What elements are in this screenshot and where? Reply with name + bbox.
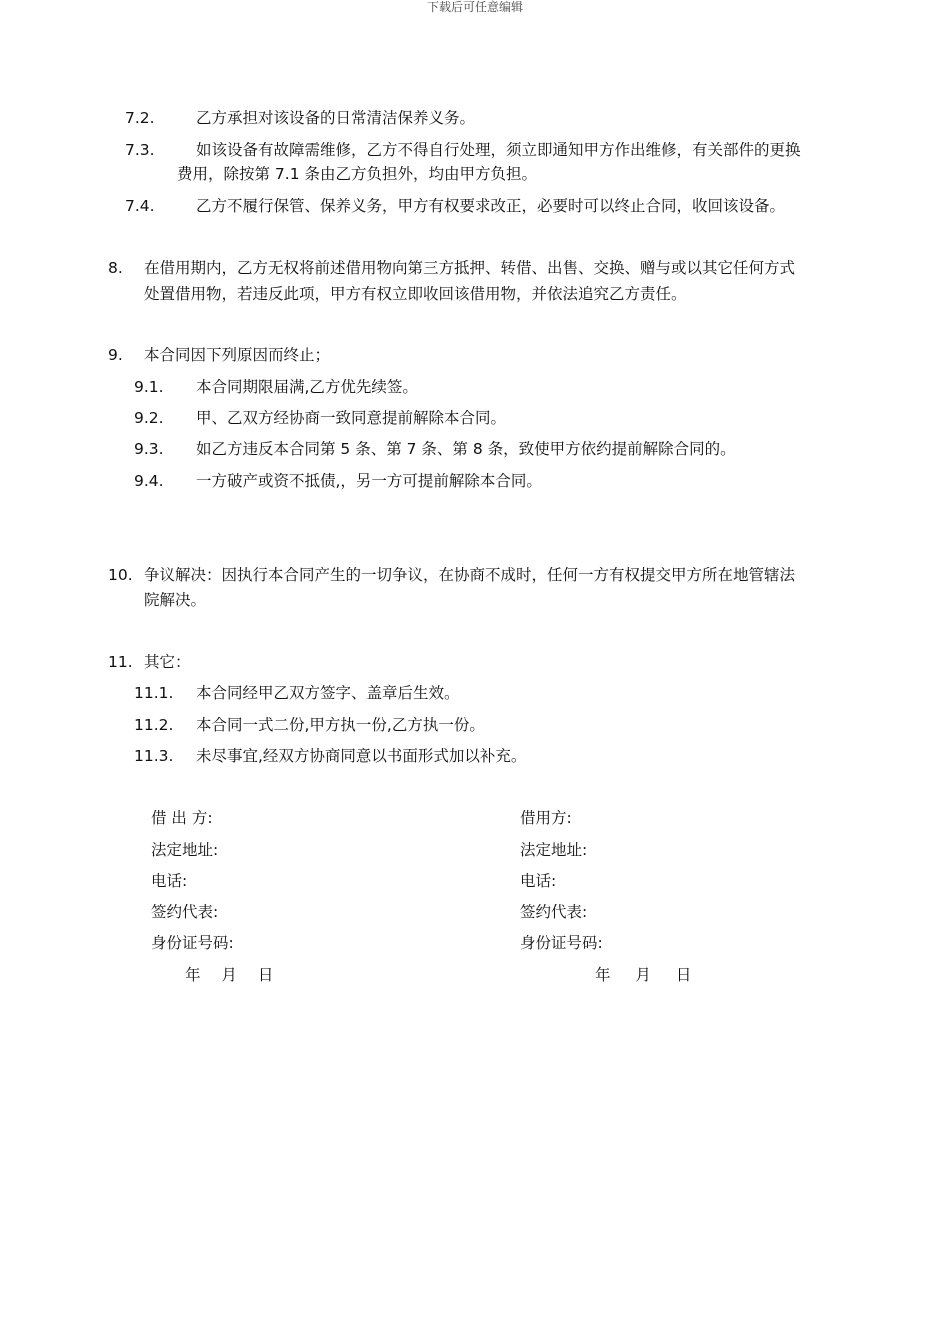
clause-8-line2: 处置借用物，若违反此项，甲方有权立即收回该借用物，并依法追究乙方责任。 [144, 285, 687, 303]
clause-9-4-number: 9.4. [134, 472, 164, 490]
borrower-id-label: 身份证号码: [520, 934, 603, 952]
lender-representative-label: 签约代表: [151, 903, 219, 921]
clause-7-2-number: 7.2. [125, 109, 155, 127]
clause-10-line1: 争议解决：因执行本合同产生的一切争议，在协商不成时，任何一方有权提交甲方所在地管辖法 [144, 566, 796, 584]
clause-11-number: 11. [108, 653, 133, 671]
clause-8-number: 8. [108, 259, 123, 277]
clause-7-4-text: 乙方不履行保管、保养义务，甲方有权要求改正，必要时可以终止合同，收回该设备。 [196, 197, 786, 215]
clause-11-2-text: 本合同一式二份,甲方执一份,乙方执一份。 [196, 716, 485, 734]
clause-9-2-number: 9.2. [134, 409, 164, 427]
page-header: 下载后可任意编辑 [426, 0, 523, 14]
clause-11-1-text: 本合同经甲乙双方签字、盖章后生效。 [196, 684, 460, 702]
lender-address-label: 法定地址: [151, 841, 219, 859]
borrower-address-label: 法定地址: [520, 841, 588, 859]
clause-11-3-number: 11.3. [134, 747, 174, 765]
clause-10-number: 10. [108, 566, 133, 584]
clause-9-1-number: 9.1. [134, 378, 164, 396]
clause-9-3-text: 如乙方违反本合同第 5 条、第 7 条、第 8 条，致使甲方依约提前解除合同的。 [196, 440, 736, 458]
clause-11-3-text: 未尽事宜,经双方协商同意以书面形式加以补充。 [196, 747, 527, 765]
clause-11-2-number: 11.2. [134, 716, 174, 734]
borrower-date-label: 年 月 日 [595, 966, 692, 984]
clause-9-4-text: 一方破产或资不抵债,，另一方可提前解除本合同。 [196, 472, 542, 490]
clause-9-number: 9. [108, 346, 123, 364]
lender-date-label: 年 月 日 [185, 966, 274, 984]
clause-9-1-text: 本合同期限届满,乙方优先续签。 [196, 378, 418, 396]
clause-11-text: 其它： [144, 653, 191, 671]
clause-10-line2: 院解决。 [144, 591, 207, 609]
borrower-representative-label: 签约代表: [520, 903, 588, 921]
clause-7-4-number: 7.4. [125, 197, 155, 215]
lender-id-label: 身份证号码: [151, 934, 234, 952]
clause-7-3-line2: 费用，除按第 7.1 条由乙方负担外，均由甲方负担。 [177, 165, 538, 183]
clause-9-2-text: 甲、乙双方经协商一致同意提前解除本合同。 [196, 409, 507, 427]
lender-phone-label: 电话: [151, 872, 188, 890]
lender-party-label: 借 出 方: [151, 809, 213, 827]
clause-7-2-text: 乙方承担对该设备的日常清洁保养义务。 [196, 109, 476, 127]
clause-8-line1: 在借用期内，乙方无权将前述借用物向第三方抵押、转借、出售、交换、赠与或以其它任何方式 [144, 259, 796, 277]
clause-9-3-number: 9.3. [134, 440, 164, 458]
clause-9-text: 本合同因下列原因而终止； [144, 346, 331, 364]
clause-7-3-line1: 如该设备有故障需维修，乙方不得自行处理，须立即通知甲方作出维修，有关部件的更换 [196, 141, 801, 159]
clause-7-3-number: 7.3. [125, 141, 155, 159]
borrower-party-label: 借用方: [520, 809, 572, 827]
borrower-phone-label: 电话: [520, 872, 557, 890]
clause-11-1-number: 11.1. [134, 684, 174, 702]
